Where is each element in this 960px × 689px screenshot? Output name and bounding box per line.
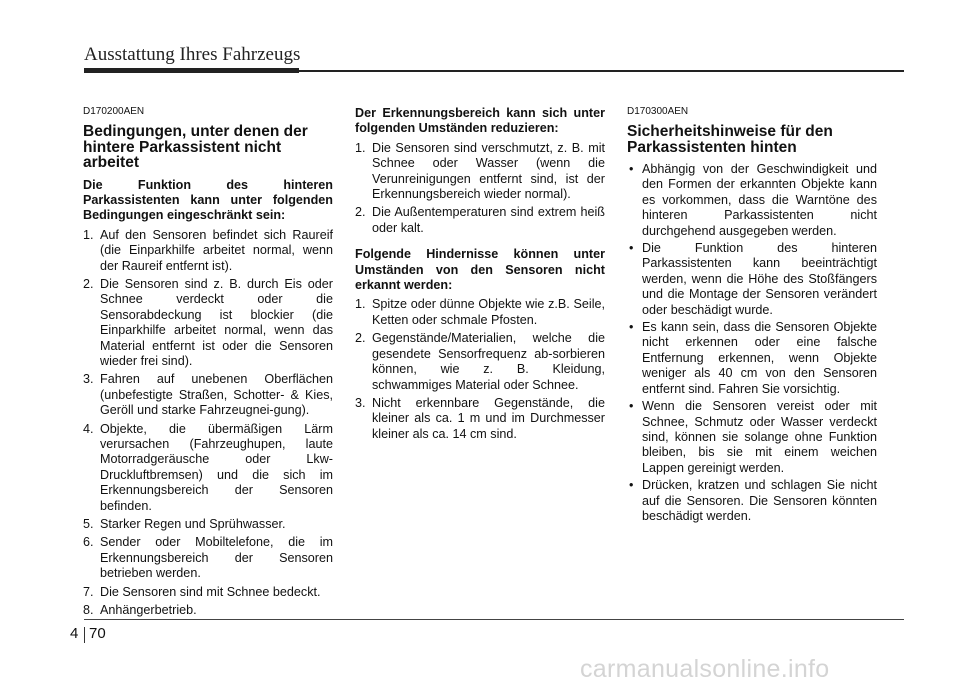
bullet-item — [627, 320, 877, 397]
list-item — [83, 372, 333, 418]
list-text: Die Sensoren sind z. B. durch Eis oder Schnee verdeckt oder die Sensorabdeckung ist blockier (die Einparkhilfe arbeitet normal, wenn das Material entfernt ist oder die Sensoren wieder frei sind). — [100, 276, 333, 368]
list-text: Auf den Sensoren befindet sich Raureif (die Einparkhilfe arbeitet normal, wenn der Raureif entfernt ist). — [100, 227, 333, 273]
list-number: 8. — [83, 603, 94, 618]
page-number: 70 — [89, 625, 106, 642]
list-text: Starker Regen und Sprühwasser. — [100, 517, 286, 532]
list-number: 1. — [355, 297, 366, 312]
column-right — [627, 106, 877, 526]
list-number: 1. — [355, 140, 366, 155]
list-item — [355, 396, 605, 442]
list-text: Objekte, die übermäßigen Lärm verursachen (Fahrzeughupen, laute Motorradgeräusche oder Lkw-Druckluftbremsen) und die sich im Erkennungsbereich der Sensoren befinden. — [100, 421, 333, 513]
bullet-icon: • — [629, 399, 634, 414]
list-item — [83, 228, 333, 274]
list-item — [355, 141, 605, 203]
list-number: 5. — [83, 517, 94, 532]
list-number: 7. — [83, 584, 94, 599]
list-text: Anhängerbetrieb. — [100, 603, 197, 618]
list-item — [355, 331, 605, 393]
list-text: Die Außentemperaturen sind extrem heiß oder kalt. — [372, 205, 605, 235]
header-rule — [84, 70, 904, 72]
bullet-text: Die Funktion des hinteren Parkassistenten kann beeinträchtigt werden, wenn die Höhe des Stoßfängers und die Montage der Sensoren verändert oder beschädigt wurde. — [642, 241, 877, 317]
section-intro: Die Funktion des hinteren Parkassistenten kann unter folgenden Bedingungen eingeschränkt sein: — [83, 177, 333, 223]
section-code: D170300AEN — [627, 106, 689, 117]
watermark: carmanualsonline.info — [580, 655, 830, 683]
bullet-text: Drücken, kratzen und schlagen Sie nicht auf die Sensoren. Die Sensoren könnten beschädigt werden. — [642, 478, 877, 523]
list-text: Gegenstände/Materialien, welche die gesendete Sensorfrequenz ab-sorbieren können, wie z. B. Kleidung, schwammiges Material oder Schnee. — [372, 331, 605, 392]
list-text: Nicht erkennbare Gegenstände, die kleiner als ca. 1 m und im Durchmesser kleiner als ca. 14 cm sind. — [372, 395, 605, 441]
bullet-icon: • — [629, 162, 634, 176]
list-item — [355, 205, 605, 236]
column-middle — [355, 106, 605, 445]
list-text: Sender oder Mobiltelefone, die im Erkennungsbereich der Sensoren betrieben werden. — [100, 535, 333, 581]
section-heading: Bedingungen, unter denen der hintere Parkassistent nicht arbeitet — [83, 123, 308, 171]
list-number: 3. — [83, 372, 94, 387]
list-text: Die Sensoren sind mit Schnee bedeckt. — [100, 584, 321, 599]
list-item — [83, 535, 333, 581]
bullet-item — [627, 162, 877, 239]
list-number: 2. — [83, 276, 94, 291]
list-number: 4. — [83, 421, 94, 436]
conditions-list — [83, 228, 333, 619]
footer-rule — [84, 619, 904, 620]
safety-bullet-list — [627, 162, 877, 524]
bullet-item — [627, 399, 877, 476]
list-item — [355, 297, 605, 328]
list-number: 3. — [355, 395, 366, 410]
bullet-text: Abhängig von der Geschwindigkeit und den Formen der erkannten Objekte kann es vorkommen, dass die Warntöne des hinteren Parkassistenten nicht durchgehend ausgegeben werden. — [642, 162, 877, 238]
column-left — [83, 106, 333, 621]
section-heading: Sicherheitshinweise für den Parkassistenten hinten — [627, 123, 833, 156]
list-number: 2. — [355, 331, 366, 346]
bullet-icon: • — [629, 320, 634, 335]
list-text: Spitze oder dünne Objekte wie z.B. Seile, Ketten oder schmale Pfosten. — [372, 297, 605, 327]
chapter-number: 4 — [70, 625, 79, 642]
list-text: Fahren auf unebenen Oberflächen (unbefestigte Straßen, Schotter- & Kies, Geröll und starke Fahrzeugnei-gung). — [100, 372, 333, 418]
reduction-list — [355, 141, 605, 236]
bullet-text: Es kann sein, dass die Sensoren Objekte nicht erkennen oder eine falsche Entfernung erkennen, wenn Objekte weniger als 40 cm von den Sensoren entfernt sind. Fahren Sie vorsichtig. — [642, 320, 877, 396]
section-code: D170200AEN — [83, 106, 145, 117]
obstacles-list — [355, 297, 605, 442]
list-item — [83, 585, 333, 600]
page-header-title: Ausstattung Ihres Fahrzeugs — [84, 44, 301, 65]
bullet-text: Wenn die Sensoren vereist oder mit Schnee, Schmutz oder Wasser verdeckt sind, können sie solange ohne Funktion bleiben, bis sie mit einem weichen Lappen gereinigt werden. — [642, 399, 877, 475]
list-item — [83, 422, 333, 514]
bullet-icon: • — [629, 241, 634, 256]
bullet-icon: • — [629, 478, 634, 493]
list-number: 6. — [83, 535, 94, 550]
list-item — [83, 517, 333, 532]
list-text: Die Sensoren sind verschmutzt, z. B. mit Schnee oder Wasser (wenn die Verunreinigungen entfernt sind, ist der Erkennungsbereich wieder normal). — [372, 140, 605, 202]
list-item — [83, 603, 333, 618]
section-intro: Folgende Hindernisse können unter Umständen von den Sensoren nicht erkannt werden: — [355, 247, 605, 293]
section-intro: Der Erkennungsbereich kann sich unter folgenden Umständen reduzieren: — [355, 106, 605, 136]
list-number: 2. — [355, 205, 366, 220]
list-item — [83, 277, 333, 369]
footer-divider — [84, 627, 85, 643]
bullet-item — [627, 241, 877, 318]
bullet-item — [627, 478, 877, 524]
list-number: 1. — [83, 227, 94, 242]
